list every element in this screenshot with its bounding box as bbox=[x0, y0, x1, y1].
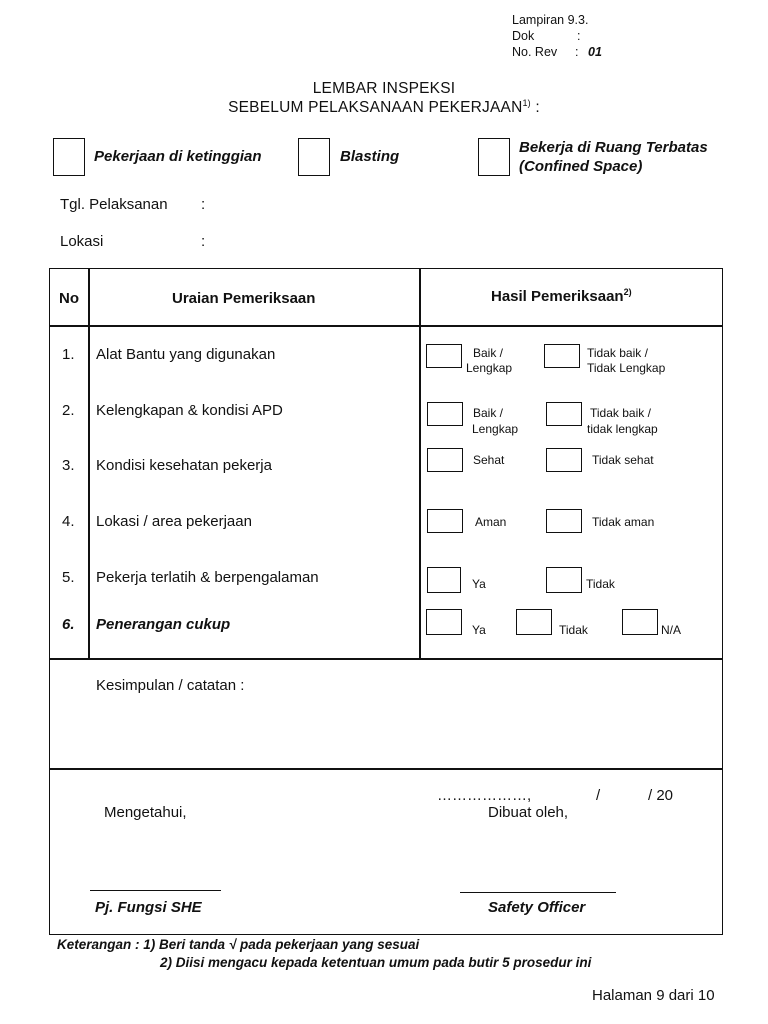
row-1-checkbox-baik[interactable] bbox=[426, 344, 462, 368]
row-4-opt1: Aman bbox=[475, 515, 507, 529]
row-5-no: 5. bbox=[62, 569, 75, 586]
work-type-confined-label-1: Bekerja di Ruang Terbatas bbox=[519, 139, 708, 156]
work-type-blasting-label: Blasting bbox=[340, 148, 400, 165]
header-hasil-text: Hasil Pemeriksaan bbox=[491, 288, 624, 305]
row-1-opt2-b: Tidak Lengkap bbox=[587, 361, 666, 375]
row-6-opt1: Ya bbox=[472, 623, 486, 637]
role-pj-fungsi-she: Pj. Fungsi SHE bbox=[95, 899, 202, 916]
row-2-no: 2. bbox=[62, 402, 75, 419]
row-6-no: 6. bbox=[62, 616, 75, 633]
checkbox-pekerjaan-ketinggian[interactable] bbox=[53, 138, 85, 176]
row-6-opt2: Tidak bbox=[559, 623, 588, 637]
row-1-text: Alat Bantu yang digunakan bbox=[96, 346, 276, 363]
tgl-pelaksanan-label: Tgl. Pelaksanan bbox=[60, 196, 168, 213]
row-3-no: 3. bbox=[62, 457, 75, 474]
row-1-checkbox-tidak-baik[interactable] bbox=[544, 344, 580, 368]
header-uraian: Uraian Pemeriksaan bbox=[172, 290, 316, 307]
subtitle-footnote: 1) bbox=[522, 98, 531, 108]
row-3-text: Kondisi kesehatan pekerja bbox=[96, 457, 272, 474]
row-2-checkbox-baik[interactable] bbox=[427, 402, 463, 426]
row-3-checkbox-tidak-sehat[interactable] bbox=[546, 448, 582, 472]
row-2-opt1-a: Baik / bbox=[473, 406, 504, 420]
lampiran-label: Lampiran 9.3. bbox=[512, 13, 589, 27]
checkbox-confined-space[interactable] bbox=[478, 138, 510, 176]
norev-value: 01 bbox=[588, 45, 602, 59]
table-divider-hasil bbox=[419, 268, 421, 658]
row-6-text: Penerangan cukup bbox=[96, 616, 231, 633]
dok-colon: : bbox=[577, 29, 581, 43]
lokasi-colon: : bbox=[201, 233, 206, 250]
row-2-checkbox-tidak-baik[interactable] bbox=[546, 402, 582, 426]
row-1-no: 1. bbox=[62, 346, 75, 363]
date-slash-1: / bbox=[596, 787, 601, 804]
page-subtitle bbox=[0, 98, 768, 117]
work-type-confined-label-2: (Confined Space) bbox=[519, 158, 643, 175]
table-body-divider bbox=[49, 658, 723, 660]
row-2-opt2-b: tidak lengkap bbox=[587, 422, 658, 436]
row-2-opt2-a: Tidak baik / bbox=[590, 406, 651, 420]
tgl-colon: : bbox=[201, 196, 206, 213]
kesimpulan-label: Kesimpulan / catatan : bbox=[96, 677, 245, 694]
work-type-ketinggian-label: Pekerjaan di ketinggian bbox=[94, 148, 262, 165]
row-1-opt2-a: Tidak baik / bbox=[587, 346, 648, 360]
row-1-opt1-a: Baik / bbox=[473, 346, 504, 360]
table-divider-no bbox=[88, 268, 90, 658]
header-no: No bbox=[59, 290, 79, 307]
signature-line-right bbox=[460, 892, 616, 893]
table-header-divider bbox=[49, 325, 723, 327]
row-2-text: Kelengkapan & kondisi APD bbox=[96, 402, 283, 419]
row-5-text: Pekerja terlatih & berpengalaman bbox=[96, 569, 319, 586]
dok-label: Dok bbox=[512, 29, 535, 43]
row-1-opt1-b: Lengkap bbox=[466, 361, 513, 375]
row-3-opt2: Tidak sehat bbox=[592, 453, 654, 467]
row-6-opt3: N/A bbox=[661, 623, 682, 637]
note-line-2: 2) Diisi mengacu kepada ketentuan umum pada butir 5 prosedur ini bbox=[160, 955, 592, 970]
row-5-checkbox-ya[interactable] bbox=[427, 567, 461, 593]
date-dots: ………………, bbox=[437, 787, 532, 804]
mengetahui-label: Mengetahui, bbox=[104, 804, 187, 821]
checkbox-blasting[interactable] bbox=[298, 138, 330, 176]
role-safety-officer: Safety Officer bbox=[488, 899, 586, 916]
signature-line-left bbox=[90, 890, 221, 891]
norev-label: No. Rev bbox=[512, 45, 558, 59]
row-4-checkbox-tidak-aman[interactable] bbox=[546, 509, 582, 533]
subtitle-text: SEBELUM PELAKSANAAN PEKERJAAN bbox=[228, 99, 523, 117]
row-2-opt1-b: Lengkap bbox=[472, 422, 519, 436]
row-5-opt2: Tidak bbox=[586, 577, 615, 591]
row-6-checkbox-na[interactable] bbox=[622, 609, 658, 635]
row-5-checkbox-tidak[interactable] bbox=[546, 567, 582, 593]
lokasi-label: Lokasi bbox=[60, 233, 104, 250]
dibuat-oleh-label: Dibuat oleh, bbox=[488, 804, 569, 821]
row-3-opt1: Sehat bbox=[473, 453, 505, 467]
table-notes-divider bbox=[49, 768, 723, 770]
header-hasil bbox=[491, 287, 632, 305]
note-line-1: Keterangan : 1) Beri tanda √ pada pekerjaan yang sesuai bbox=[57, 937, 420, 952]
norev-colon: : bbox=[575, 45, 579, 59]
row-4-no: 4. bbox=[62, 513, 75, 530]
row-6-checkbox-tidak[interactable] bbox=[516, 609, 552, 635]
subtitle-colon: : bbox=[530, 99, 540, 117]
row-5-opt1: Ya bbox=[472, 577, 486, 591]
header-hasil-footnote: 2) bbox=[623, 287, 632, 297]
row-4-checkbox-aman[interactable] bbox=[427, 509, 463, 533]
row-6-checkbox-ya[interactable] bbox=[426, 609, 462, 635]
page-title: LEMBAR INSPEKSI bbox=[312, 80, 456, 97]
row-3-checkbox-sehat[interactable] bbox=[427, 448, 463, 472]
row-4-opt2: Tidak aman bbox=[592, 515, 655, 529]
date-slash-2: / 20 bbox=[648, 787, 674, 804]
row-4-text: Lokasi / area pekerjaan bbox=[96, 513, 252, 530]
page-number: Halaman 9 dari 10 bbox=[592, 987, 715, 1004]
